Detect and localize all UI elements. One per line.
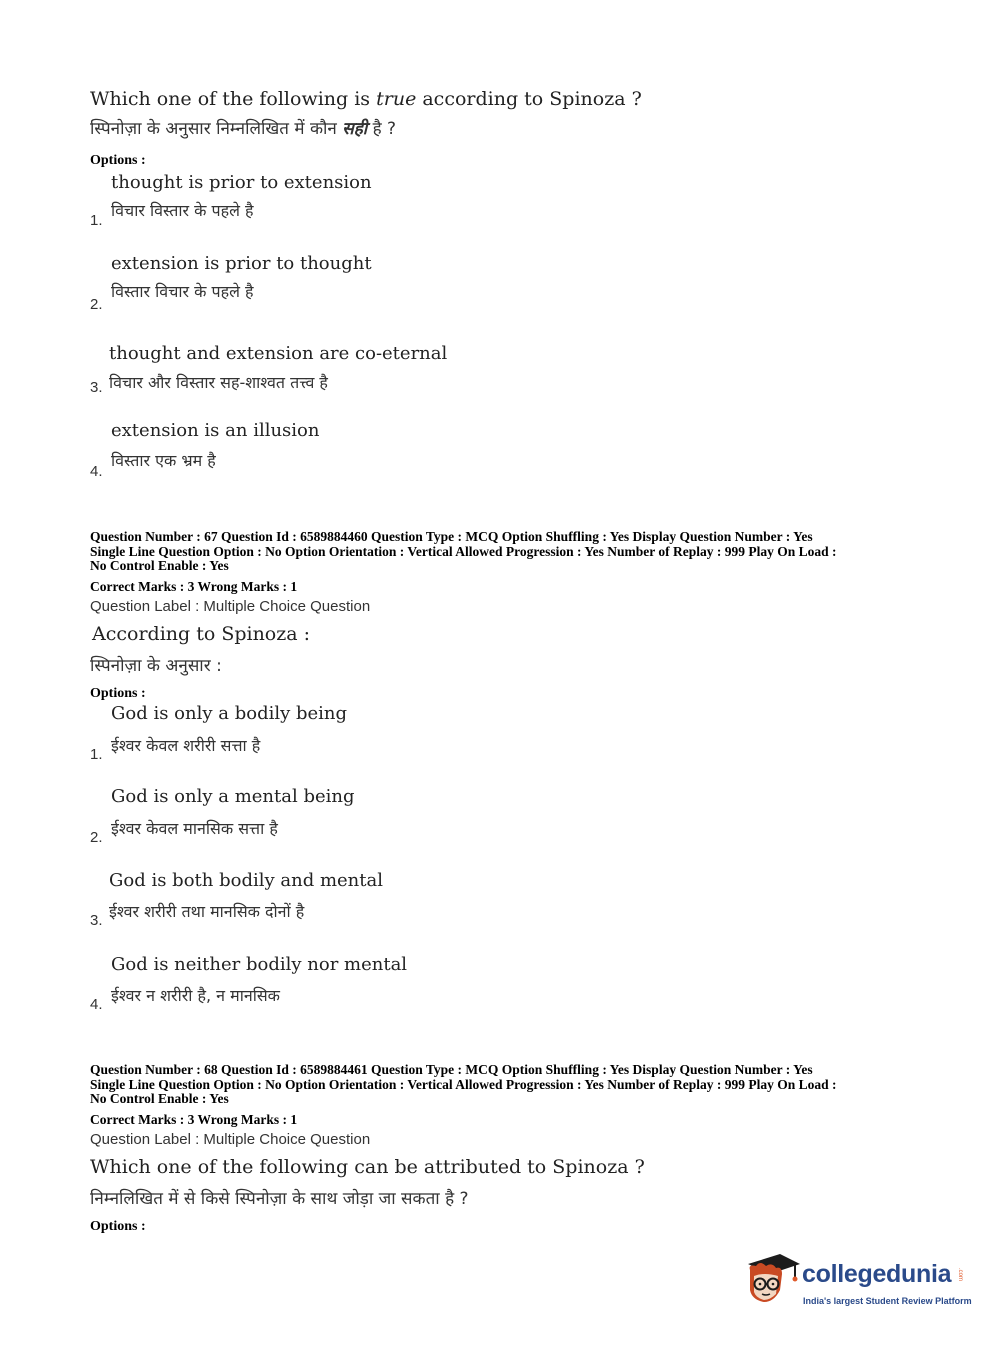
meta-line-2: Single Line Question Option : No Option Orientation : Vertical Allowed Progression : Yes Number of Replay : 999 Play On Load : — [90, 1076, 837, 1092]
meta-line-3: No Control Enable : Yes — [90, 1091, 229, 1106]
option-text-en: extension is an illusion — [111, 420, 320, 441]
question-68-options-label: Options : — [90, 1219, 146, 1234]
option-number: 1. — [90, 212, 103, 229]
question-1-text-hi-part2: है ? — [367, 119, 397, 139]
meta-line-3: No Control Enable : Yes — [90, 558, 229, 573]
option-text-en: God is both bodily and mental — [109, 870, 383, 891]
collegedunia-logo — [740, 1250, 970, 1310]
option-text-en: God is neither bodily nor mental — [111, 954, 408, 975]
logo-wordmark: collegedunia — [802, 1260, 952, 1288]
option-text-en: thought and extension are co-eternal — [109, 343, 448, 364]
question-68-label: Question Label : Multiple Choice Question — [90, 1131, 371, 1148]
meta-line-2: Single Line Question Option : No Option Orientation : Vertical Allowed Progression : Yes Number of Replay : 999 Play On Load : — [90, 543, 837, 559]
option-number: 3. — [90, 912, 103, 929]
option-text-en: God is only a mental being — [111, 786, 355, 807]
question-68-text-hi: निम्नलिखित में से किसे स्पिनोज़ा के साथ जोड़ा जा सकता है ? — [90, 1189, 469, 1209]
option-number: 1. — [90, 746, 103, 763]
option-number: 2. — [90, 829, 103, 846]
question-1-options-label: Options : — [90, 153, 146, 168]
option-text-hi: ईश्वर केवल शरीरी सत्ता है — [111, 736, 261, 755]
option-number: 4. — [90, 996, 103, 1013]
question-67-text-en: According to Spinoza : — [92, 623, 311, 645]
question-1-emphasis-sahi: सही — [342, 119, 368, 139]
question-1-text-en-part1: Which one of the following is — [90, 88, 377, 110]
option-number: 2. — [90, 296, 103, 313]
option-text-en: God is only a bodily being — [111, 703, 348, 724]
question-1-emphasis-true: true — [376, 88, 417, 110]
option-text-hi: ईश्वर शरीरी तथा मानसिक दोनों है — [109, 902, 305, 921]
option-text-hi: विचार विस्तार के पहले है — [111, 201, 254, 220]
option-text-hi: विस्तार एक भ्रम है — [111, 451, 216, 470]
question-68-marks: Correct Marks : 3 Wrong Marks : 1 — [90, 1112, 298, 1127]
option-text-hi: विचार और विस्तार सह-शाश्वत तत्त्व है — [109, 373, 328, 392]
question-67-text-hi: स्पिनोज़ा के अनुसार : — [90, 656, 222, 676]
question-68-meta — [90, 1063, 837, 1107]
logo-tagline: India's largest Student Review Platform — [803, 1296, 972, 1306]
option-text-hi: विस्तार विचार के पहले है — [111, 282, 254, 301]
meta-line-1: Question Number : 68 Question Id : 6589884461 Question Type : MCQ Option Shuffling : Yes Display Question Number : Yes — [90, 1062, 813, 1077]
question-1-text-en — [90, 88, 642, 110]
question-68-text-en: Which one of the following can be attributed to Spinoza ? — [90, 1156, 645, 1178]
option-number: 4. — [90, 463, 103, 480]
option-number: 3. — [90, 379, 103, 396]
question-67-marks: Correct Marks : 3 Wrong Marks : 1 — [90, 579, 298, 594]
logo-domain: .com — [957, 1268, 963, 1282]
question-67-label: Question Label : Multiple Choice Question — [90, 598, 371, 615]
question-1-text-hi-part1: स्पिनोज़ा के अनुसार निम्नलिखित में कौन — [90, 119, 343, 139]
option-text-hi: ईश्वर न शरीरी है, न मानसिक — [111, 986, 280, 1005]
option-text-hi: ईश्वर केवल मानसिक सत्ता है — [111, 819, 278, 838]
meta-line-1: Question Number : 67 Question Id : 6589884460 Question Type : MCQ Option Shuffling : Yes Display Question Number : Yes — [90, 529, 813, 544]
student-mascot-icon — [740, 1250, 804, 1310]
question-67-meta — [90, 530, 837, 574]
question-1-text-en-part2: according to Spinoza ? — [416, 88, 642, 110]
question-67-options-label: Options : — [90, 686, 146, 701]
option-text-en: extension is prior to thought — [111, 253, 372, 274]
option-text-en: thought is prior to extension — [111, 172, 372, 193]
question-1-text-hi — [90, 116, 396, 139]
